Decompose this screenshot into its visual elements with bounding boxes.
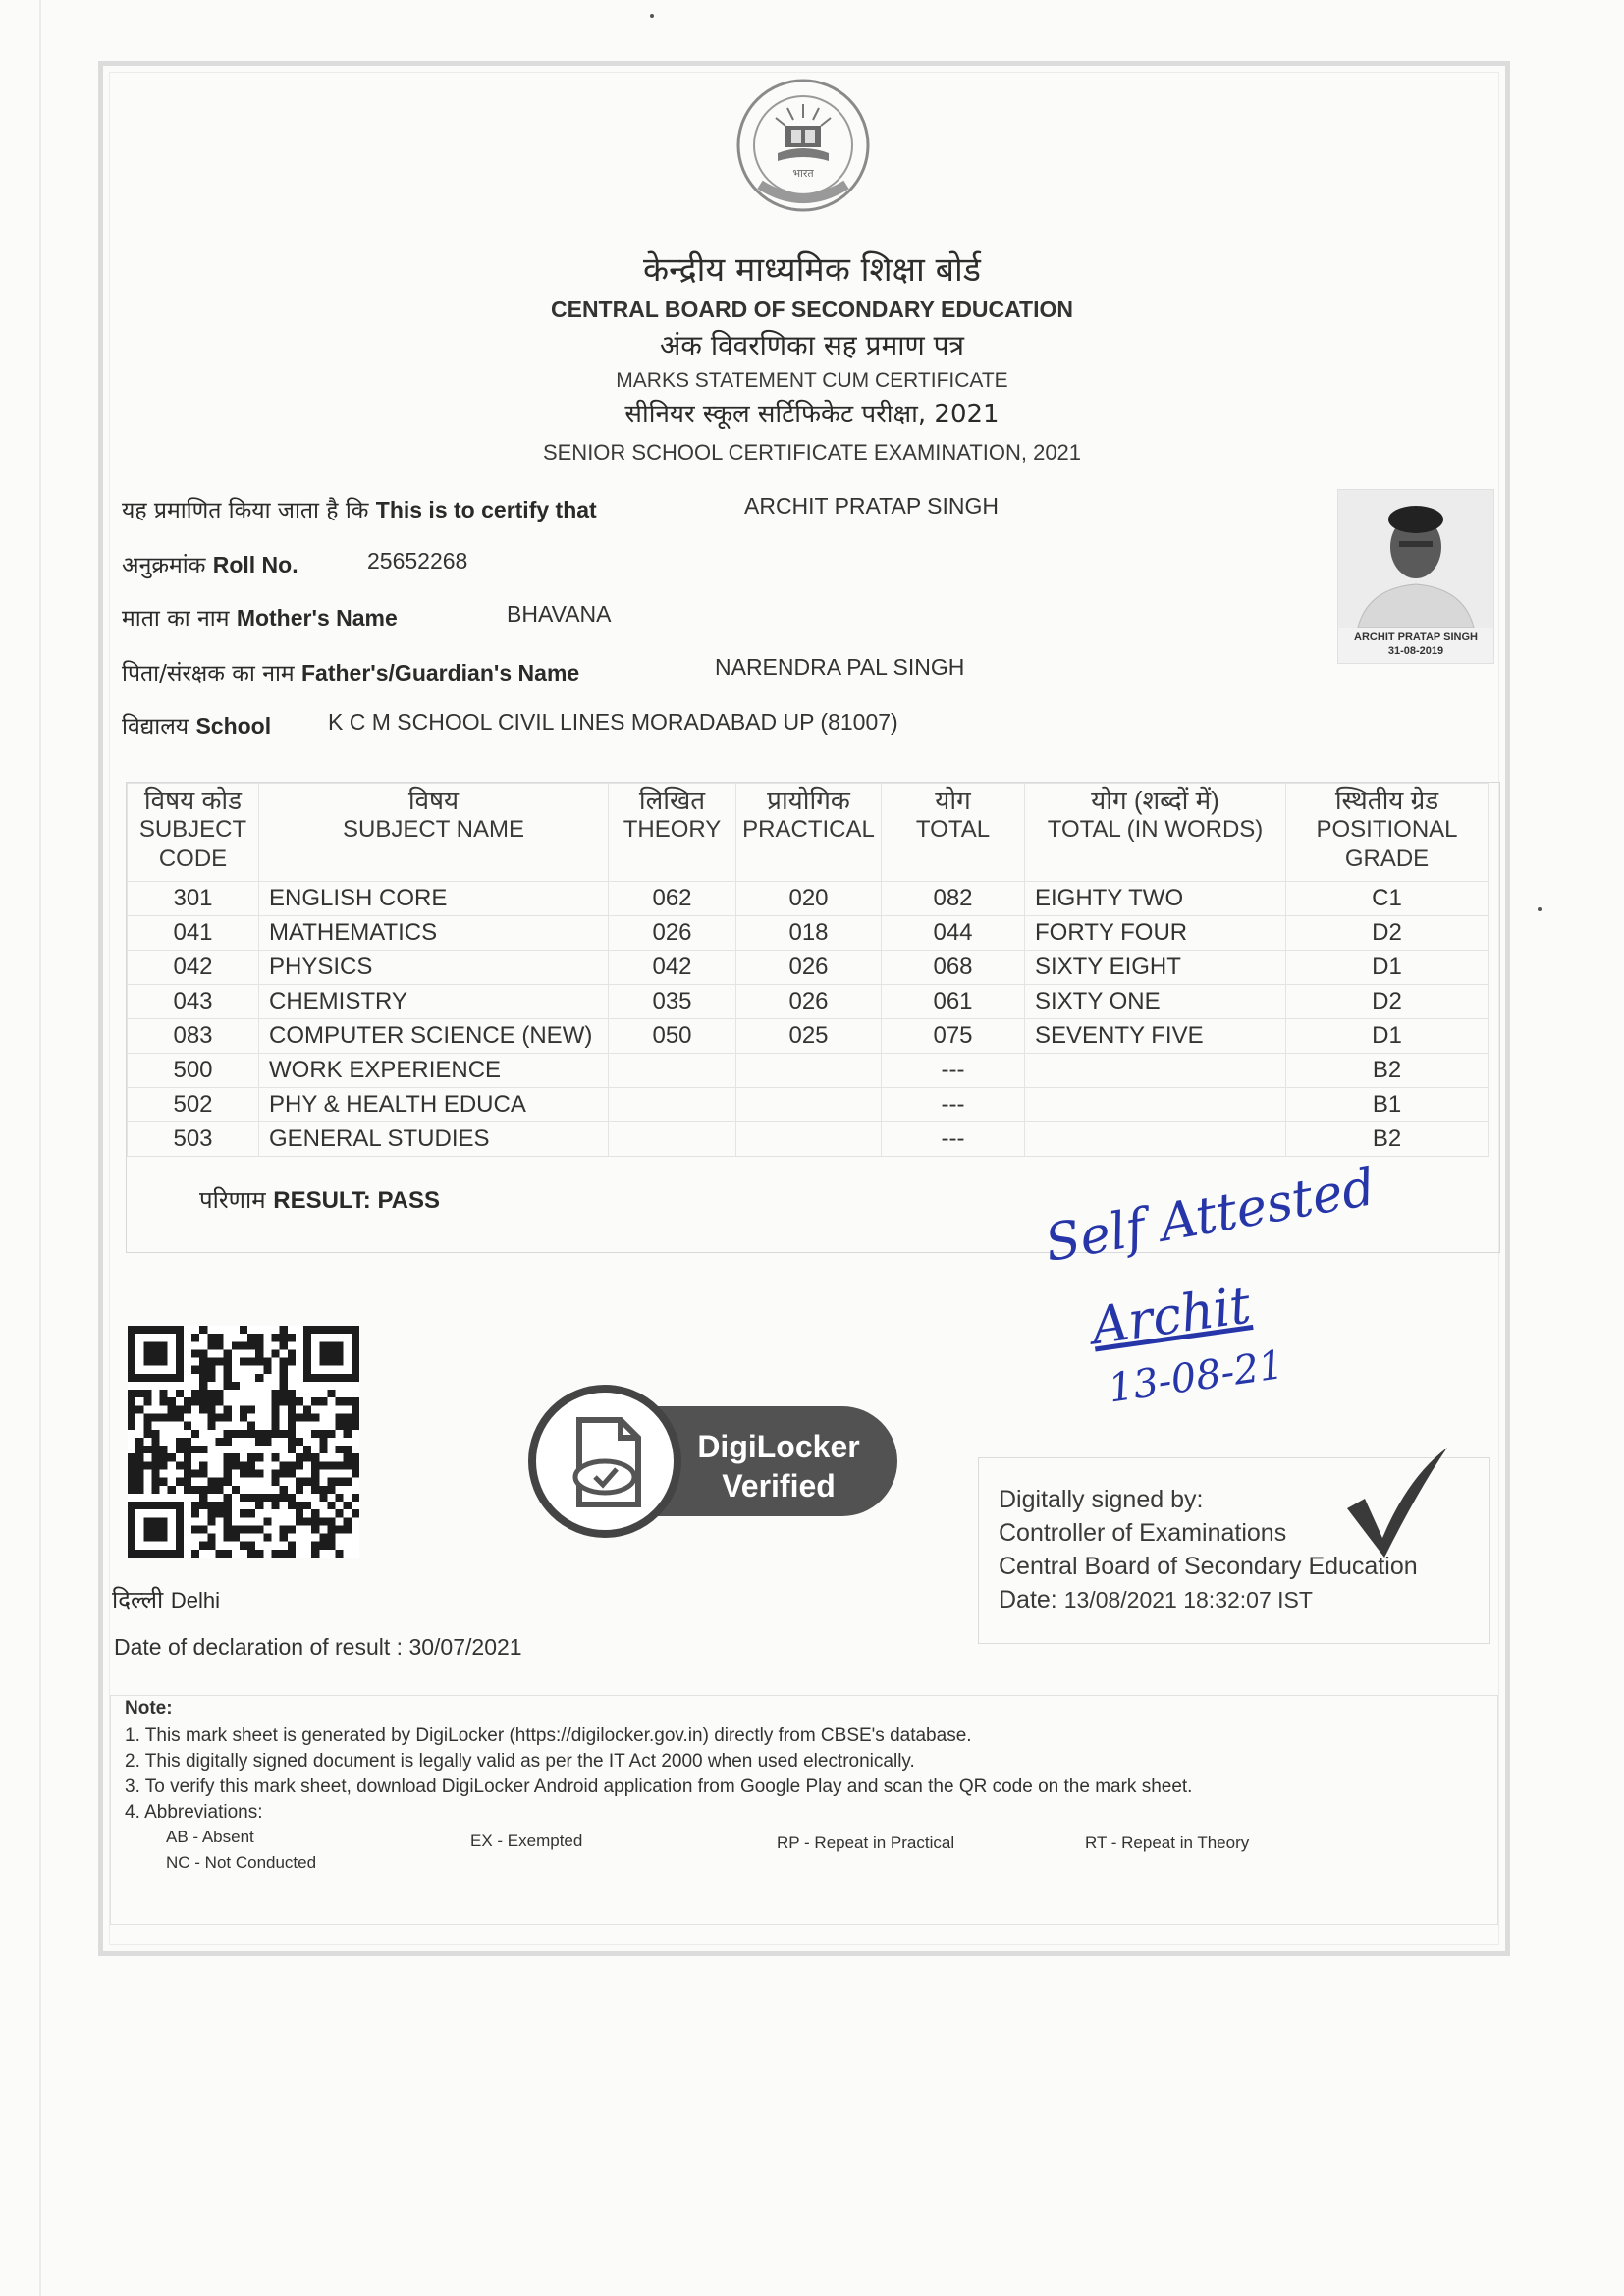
subject-code: 043 <box>128 985 259 1019</box>
table-row <box>128 1054 1489 1088</box>
table-row <box>128 1122 1489 1157</box>
positional-grade: C1 <box>1286 882 1489 916</box>
signer-title: Controller of Examinations <box>999 1519 1287 1547</box>
table-row <box>128 916 1489 951</box>
abbreviation-item: EX - Exempted <box>470 1831 583 1850</box>
subject-name: PHYSICS <box>259 951 609 985</box>
theory-marks <box>609 1054 736 1088</box>
subject-code: 503 <box>128 1122 259 1157</box>
practical-marks: 025 <box>736 1019 882 1054</box>
total-marks: --- <box>882 1054 1025 1088</box>
exam-title-english: SENIOR SCHOOL CERTIFICATE EXAMINATION, 2021 <box>542 440 1082 465</box>
practical-marks: 018 <box>736 916 882 951</box>
header-theory: लिखित THEORY <box>609 784 736 882</box>
digilocker-verified-badge <box>518 1381 911 1538</box>
document-title-hindi: अंक विवरणिका सह प्रमाण पत्र <box>660 329 964 361</box>
abbreviation-item: NC - Not Conducted <box>166 1853 317 1872</box>
table-row <box>128 951 1489 985</box>
note-item: 1. This mark sheet is generated by DigiLocker (https://digilocker.gov.in) directly from CBSE's database. <box>125 1725 972 1746</box>
total-in-words: SEVENTY FIVE <box>1025 1019 1286 1054</box>
mother-label: माता का नाम Mother's Name <box>122 605 398 631</box>
total-in-words: EIGHTY TWO <box>1025 882 1286 916</box>
practical-marks: 026 <box>736 985 882 1019</box>
roll-number: 25652268 <box>367 548 468 574</box>
theory-marks: 042 <box>609 951 736 985</box>
header-positional-grade: स्थितीय ग्रेड POSITIONAL GRADE <box>1286 784 1489 882</box>
total-in-words <box>1025 1088 1286 1122</box>
marks-table <box>127 783 1489 1157</box>
abbreviation-item: RP - Repeat in Practical <box>777 1833 955 1852</box>
subject-code: 502 <box>128 1088 259 1122</box>
scan-speck <box>650 14 654 18</box>
subject-name: WORK EXPERIENCE <box>259 1054 609 1088</box>
subject-name: COMPUTER SCIENCE (NEW) <box>259 1019 609 1054</box>
notes-title: Note: <box>125 1698 173 1719</box>
self-attested-handwriting: Self Attested <box>1041 1158 1380 1275</box>
person-photo-icon <box>1338 490 1493 628</box>
scan-edge-line <box>39 0 41 2296</box>
subject-code: 042 <box>128 951 259 985</box>
total-in-words: SIXTY EIGHT <box>1025 951 1286 985</box>
subject-name: MATHEMATICS <box>259 916 609 951</box>
table-row <box>128 1088 1489 1122</box>
practical-marks <box>736 1122 882 1157</box>
cbse-logo-seal <box>732 75 874 222</box>
subject-name: GENERAL STUDIES <box>259 1122 609 1157</box>
theory-marks: 062 <box>609 882 736 916</box>
signed-date: Date: 13/08/2021 18:32:07 IST <box>999 1586 1313 1613</box>
table-row <box>128 985 1489 1019</box>
subject-name: ENGLISH CORE <box>259 882 609 916</box>
declaration-date: Date of declaration of result : 30/07/2021 <box>114 1634 522 1660</box>
positional-grade: B1 <box>1286 1088 1489 1122</box>
practical-marks: 020 <box>736 882 882 916</box>
total-marks: --- <box>882 1122 1025 1157</box>
subject-code: 041 <box>128 916 259 951</box>
header-practical: प्रायोगिक PRACTICAL <box>736 784 882 882</box>
total-marks: 082 <box>882 882 1025 916</box>
practical-marks <box>736 1088 882 1122</box>
board-name-hindi: केन्द्रीय माध्यमिक शिक्षा बोर्ड <box>642 250 982 290</box>
positional-grade: D2 <box>1286 916 1489 951</box>
signature-valid-checkmark-icon <box>1343 1444 1451 1559</box>
note-item: 3. To verify this mark sheet, download DigiLocker Android application from Google Play and scan the QR code on the mark sheet. <box>125 1777 1193 1797</box>
header-subject-code: विषय कोड SUBJECT CODE <box>128 784 259 882</box>
place-label: दिल्ली Delhi <box>112 1586 221 1613</box>
svg-text:भारत: भारत <box>792 167 814 180</box>
subject-name: PHY & HEALTH EDUCA <box>259 1088 609 1122</box>
mother-name: BHAVANA <box>507 601 612 627</box>
positional-grade: B2 <box>1286 1054 1489 1088</box>
total-marks: 068 <box>882 951 1025 985</box>
verified-label: Verified <box>722 1468 836 1503</box>
result-line: परिणाम RESULT: PASS <box>199 1186 441 1214</box>
total-in-words <box>1025 1054 1286 1088</box>
subject-name: CHEMISTRY <box>259 985 609 1019</box>
total-in-words <box>1025 1122 1286 1157</box>
subject-code: 301 <box>128 882 259 916</box>
father-name: NARENDRA PAL SINGH <box>715 654 965 680</box>
father-label: पिता/संरक्षक का नाम Father's/Guardian's Name <box>122 660 580 686</box>
note-item: 2. This digitally signed document is legally valid as per the IT Act 2000 when used electronically. <box>125 1751 915 1772</box>
note-item: 4. Abbreviations: <box>125 1802 263 1823</box>
header-subject-name: विषय SUBJECT NAME <box>259 784 609 882</box>
total-marks: 061 <box>882 985 1025 1019</box>
positional-grade: B2 <box>1286 1122 1489 1157</box>
positional-grade: D1 <box>1286 951 1489 985</box>
theory-marks <box>609 1088 736 1122</box>
notes-section <box>110 1695 1498 1925</box>
header-total: योग TOTAL <box>882 784 1025 882</box>
total-in-words: SIXTY ONE <box>1025 985 1286 1019</box>
qr-code-icon <box>128 1326 359 1558</box>
school-name: K C M SCHOOL CIVIL LINES MORADABAD UP (81007) <box>328 709 898 735</box>
attestation-date-handwriting: 13-08-21 <box>1106 1341 1287 1412</box>
scan-speck <box>1538 907 1542 911</box>
total-marks: --- <box>882 1088 1025 1122</box>
theory-marks: 026 <box>609 916 736 951</box>
exam-title-hindi: सीनियर स्कूल सर्टिफिकेट परीक्षा, 2021 <box>624 400 1000 429</box>
practical-marks: 026 <box>736 951 882 985</box>
abbreviation-item: RT - Repeat in Theory <box>1085 1833 1250 1852</box>
certify-label: यह प्रमाणित किया जाता है कि This is to certify that <box>122 497 597 523</box>
subject-code: 500 <box>128 1054 259 1088</box>
signer-organisation: Central Board of Secondary Education <box>999 1553 1418 1580</box>
theory-marks: 050 <box>609 1019 736 1054</box>
signature-handwriting: Archit <box>1088 1276 1255 1357</box>
abbreviation-item: AB - Absent <box>166 1828 254 1846</box>
theory-marks: 035 <box>609 985 736 1019</box>
theory-marks <box>609 1122 736 1157</box>
student-photo: ARCHIT PRATAP SINGH 31-08-2019 <box>1337 489 1494 664</box>
positional-grade: D1 <box>1286 1019 1489 1054</box>
school-label: विद्यालय School <box>122 713 272 739</box>
header-total-in-words: योग (शब्दों में) TOTAL (IN WORDS) <box>1025 784 1286 882</box>
student-name: ARCHIT PRATAP SINGH <box>744 493 1000 519</box>
total-marks: 044 <box>882 916 1025 951</box>
total-marks: 075 <box>882 1019 1025 1054</box>
practical-marks <box>736 1054 882 1088</box>
roll-label: अनुक्रमांक Roll No. <box>122 552 298 578</box>
table-row <box>128 882 1489 916</box>
subject-code: 083 <box>128 1019 259 1054</box>
board-name-english: CENTRAL BOARD OF SECONDARY EDUCATION <box>551 297 1073 322</box>
digilocker-title: DigiLocker <box>697 1429 860 1464</box>
table-row <box>128 1019 1489 1054</box>
positional-grade: D2 <box>1286 985 1489 1019</box>
signed-by-label: Digitally signed by: <box>999 1486 1204 1513</box>
total-in-words: FORTY FOUR <box>1025 916 1286 951</box>
document-title-english: MARKS STATEMENT CUM CERTIFICATE <box>616 369 1008 392</box>
